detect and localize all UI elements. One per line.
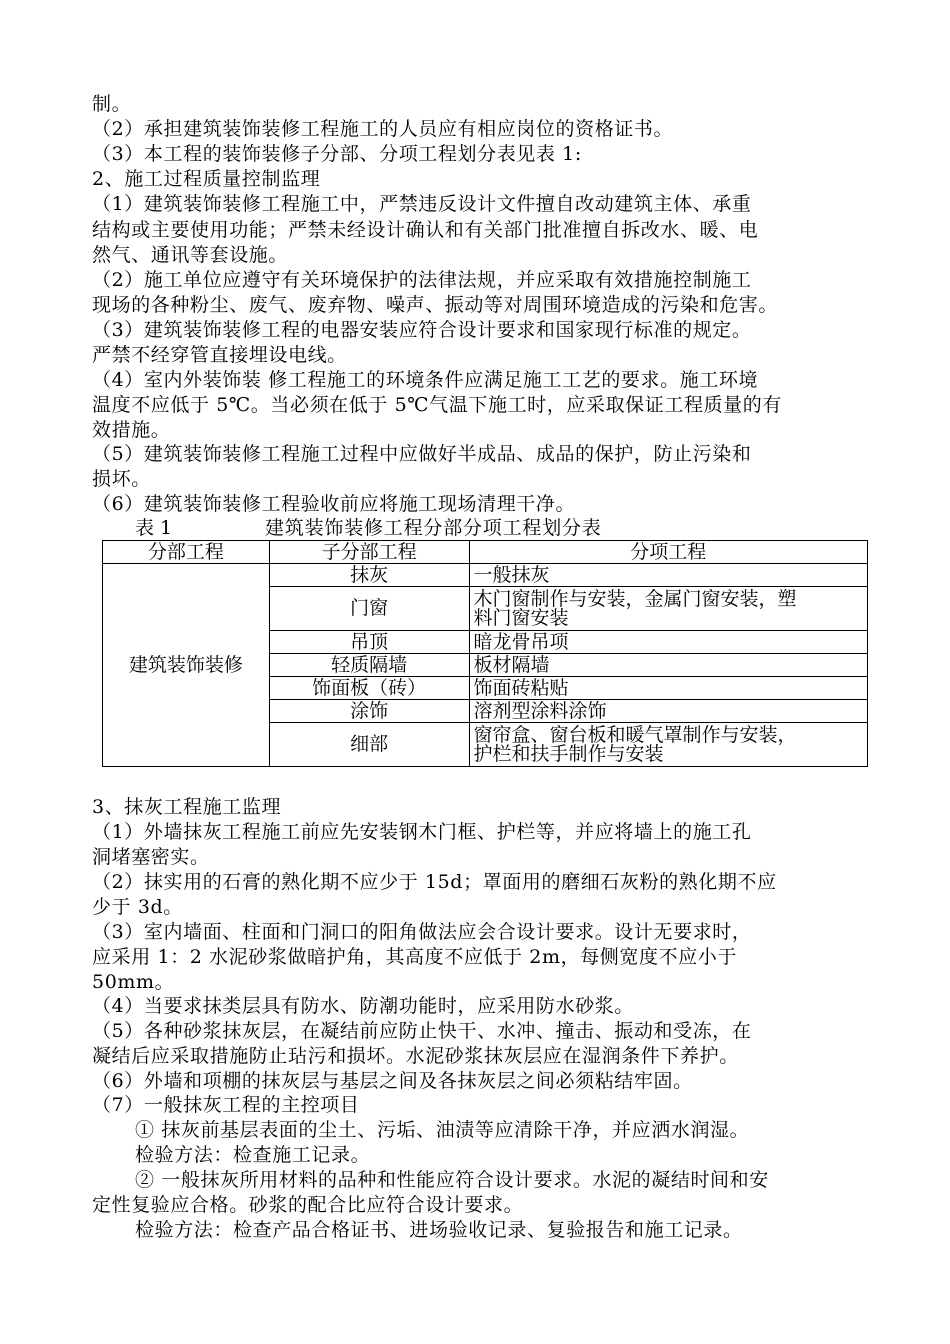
subdivision-cell: 抹灰 xyxy=(269,564,469,587)
text-line: 洞堵塞密实。 xyxy=(92,846,210,868)
text-line: （1）外墙抹灰工程施工前应先安装钢木门框、护栏等，并应将墙上的施工孔 xyxy=(92,821,752,843)
item-cell xyxy=(469,587,867,631)
subdivision-cell: 吊顶 xyxy=(269,631,469,654)
table-header-row xyxy=(103,541,868,564)
item-cell xyxy=(469,723,867,767)
text-line: ② 一般抹灰所用材料的品种和性能应符合设计要求。水泥的凝结时间和安 xyxy=(135,1169,769,1191)
table-caption-label: 表 1 xyxy=(135,517,173,539)
text-line: （5）各种砂浆抹灰层，在凝结前应防止快干、水冲、撞击、振动和受冻，在 xyxy=(92,1020,752,1042)
text-line: 应采用 1：2 水泥砂浆做暗护角，其高度不应低于 2m，每侧宽度不应小于 xyxy=(92,946,738,968)
table-caption-title: 建筑装饰装修工程分部分项工程划分表 xyxy=(265,517,602,539)
item-cell: 暗龙骨吊项 xyxy=(469,631,867,654)
section-heading: 2、施工过程质量控制监理 xyxy=(92,168,321,190)
text-line: 凝结后应采取措施防止玷污和损坏。水泥砂浆抹灰层应在湿润条件下养护。 xyxy=(92,1045,739,1067)
header-division: 分部工程 xyxy=(103,541,270,564)
item-line: 木门窗制作与安装，金属门窗安装，塑 xyxy=(473,587,797,610)
subdivision-cell: 涂饰 xyxy=(269,700,469,723)
text-line: （2）承担建筑装饰装修工程施工的人员应有相应岗位的资格证书。 xyxy=(92,118,674,140)
section-heading: 3、抹灰工程施工监理 xyxy=(92,796,282,818)
text-line: 结构或主要使用功能；严禁未经设计确认和有关部门批准擅自拆改水、暖、电 xyxy=(92,219,759,241)
item-line: 护栏和扶手制作与安装 xyxy=(473,742,664,765)
subdivision-cell: 门窗 xyxy=(269,587,469,631)
text-line: （5）建筑装饰装修工程施工过程中应做好半成品、成品的保护，防止污染和 xyxy=(92,443,752,465)
subdivision-cell: 饰面板（砖） xyxy=(269,677,469,700)
item-line: 料门窗安装 xyxy=(473,606,569,629)
text-line: 少于 3d。 xyxy=(92,896,183,918)
text-line: 检验方法：检查施工记录。 xyxy=(135,1144,371,1166)
text-line: 检验方法：检查产品合格证书、进场验收记录、复验报告和施工记录。 xyxy=(135,1219,743,1241)
text-line: （1）建筑装饰装修工程施工中，严禁违反设计文件擅自改动建筑主体、承重 xyxy=(92,193,752,215)
text-line: （7）一般抹灰工程的主控项目 xyxy=(92,1094,360,1116)
table-row xyxy=(103,564,868,587)
text-line: 现场的各种粉尘、废气、废弃物、噪声、振动等对周围环境造成的污染和危害。 xyxy=(92,294,779,316)
text-line: （2）施工单位应遵守有关环境保护的法律法规，并应采取有效措施控制施工 xyxy=(92,269,752,291)
text-line: （3）室内墙面、柱面和门洞口的阳角做法应会合设计要求。设计无要求时， xyxy=(92,921,752,943)
item-cell: 溶剂型涂料涂饰 xyxy=(469,700,867,723)
item-cell: 饰面砖粘贴 xyxy=(469,677,867,700)
text-line: 损坏。 xyxy=(92,468,151,490)
text-line: （4）室内外装饰装 修工程施工的环境条件应满足施工工艺的要求。施工环境 xyxy=(92,369,759,391)
text-line: 效措施。 xyxy=(92,419,171,441)
subdivision-cell: 轻质隔墙 xyxy=(269,654,469,677)
header-item: 分项工程 xyxy=(469,541,867,564)
text-line: 严禁不经穿管直接埋设电线。 xyxy=(92,344,347,366)
item-line: 窗帘盒、窗台板和暖气罩制作与安装， xyxy=(473,723,797,746)
subdivision-cell: 细部 xyxy=(269,723,469,767)
text-line: 然气、通讯等套设施。 xyxy=(92,244,289,266)
text-line: （6）外墙和项棚的抹灰层与基层之间及各抹灰层之间必须粘结牢固。 xyxy=(92,1070,693,1092)
text-line: ① 抹灰前基层表面的尘土、污垢、油渍等应清除干净，并应洒水润湿。 xyxy=(135,1119,750,1141)
text-line: （3）建筑装饰装修工程的电器安装应符合设计要求和国家现行标准的规定。 xyxy=(92,319,752,341)
division-table xyxy=(102,540,868,767)
item-cell: 一般抹灰 xyxy=(469,564,867,587)
item-cell: 板材隔墙 xyxy=(469,654,867,677)
text-line: 定性复验应合格。砂浆的配合比应符合设计要求。 xyxy=(92,1194,524,1216)
text-line: 50mm。 xyxy=(92,971,175,993)
header-subdivision: 子分部工程 xyxy=(269,541,469,564)
text-line: （3）本工程的装饰装修子分部、分项工程划分表见表 1: xyxy=(92,143,582,165)
text-line: （4）当要求抹类层具有防水、防潮功能时，应采用防水砂浆。 xyxy=(92,995,634,1017)
text-line: 制。 xyxy=(92,93,132,115)
text-line: （2）抹实用的石膏的熟化期不应少于 15d；罩面用的磨细石灰粉的熟化期不应 xyxy=(92,871,777,893)
text-line: （6）建筑装饰装修工程验收前应将施工现场清理干净。 xyxy=(92,493,576,515)
text-line: 温度不应低于 5℃。当必须在低于 5℃气温下施工时，应采取保证工程质量的有 xyxy=(92,394,782,416)
division-cell: 建筑装饰装修 xyxy=(103,564,270,767)
